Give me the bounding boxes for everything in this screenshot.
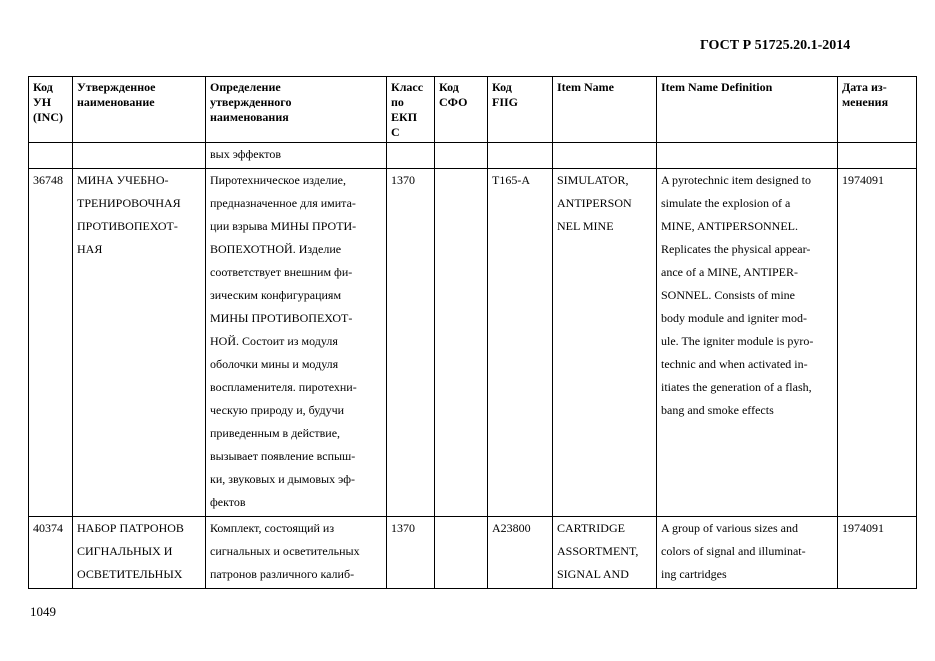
row-inc: 36748 [29,169,73,517]
col-header-inc: Код УН (INC) [29,77,73,143]
row-definition: Пиротехническое изделие, предназначенное для имита- ции взрыва МИНЫ ПРОТИ- ВОПЕХОТНОЙ. Изделие соответствует внешним фи- зическим конфигурациям МИНЫ ПРОТИВОПЕХОТ- НОЙ. Состоит из модуля оболочки мины и модуля воспламенителя. пиротехни- ческую природу и, будучи приведенным в действие, вызывает появление вспыш- ки, звуковых и дымовых эф- фектов [206,169,387,517]
document-standard-number: ГОСТ Р 51725.20.1-2014 [700,38,851,53]
col-header-class: Класс по ЕКП С [387,77,435,143]
row-approved-name: НАБОР ПАТРОНОВ СИГНАЛЬНЫХ И ОСВЕТИТЕЛЬНЫХ [73,517,206,589]
row-change-date: 1974091 [838,517,917,589]
row-class: 1370 [387,517,435,589]
row-approved-name: МИНА УЧЕБНО- ТРЕНИРОВОЧНАЯ ПРОТИВОПЕХОТ- НАЯ [73,169,206,517]
row-sfo [435,169,488,517]
row-item-name: SIMULATOR, ANTIPERSON NEL MINE [553,169,657,517]
row-fiig: A23800 [488,517,553,589]
continuation-row [29,143,917,169]
col-header-fiig: Код FIIG [488,77,553,143]
col-header-sfo: Код СФО [435,77,488,143]
col-header-item-name: Item Name [553,77,657,143]
col-header-change-date: Дата из- менения [838,77,917,143]
row-fiig: T165-A [488,169,553,517]
row-item-definition: A group of various sizes and colors of signal and illuminat- ing cartridges [657,517,838,589]
table-row [29,517,917,589]
row-inc: 40374 [29,517,73,589]
table-header-row [29,77,917,143]
row-definition: Комплект, состоящий из сигнальных и осветительных патронов различного калиб- [206,517,387,589]
row-change-date: 1974091 [838,169,917,517]
row-class: 1370 [387,169,435,517]
row-item-definition: A pyrotechnic item designed to simulate the explosion of a MINE, ANTIPERSONNEL. Replicates the physical appear- ance of a MINE, ANTIPER- SONNEL. Consists of mine body module and igniter mod- ule. The igniter module is pyro- technic and when activated in- itiates the generation of a flash, bang and smoke effects [657,169,838,517]
col-header-item-definition: Item Name Definition [657,77,838,143]
row-item-name: CARTRIDGE ASSORTMENT, SIGNAL AND [553,517,657,589]
items-table [28,76,917,589]
page-number: 1049 [30,604,56,619]
row-sfo [435,517,488,589]
continuation-definition: вых эффектов [206,143,387,169]
col-header-definition: Определение утвержденного наименования [206,77,387,143]
col-header-approved-name: Утвержденное наименование [73,77,206,143]
table-row [29,169,917,517]
